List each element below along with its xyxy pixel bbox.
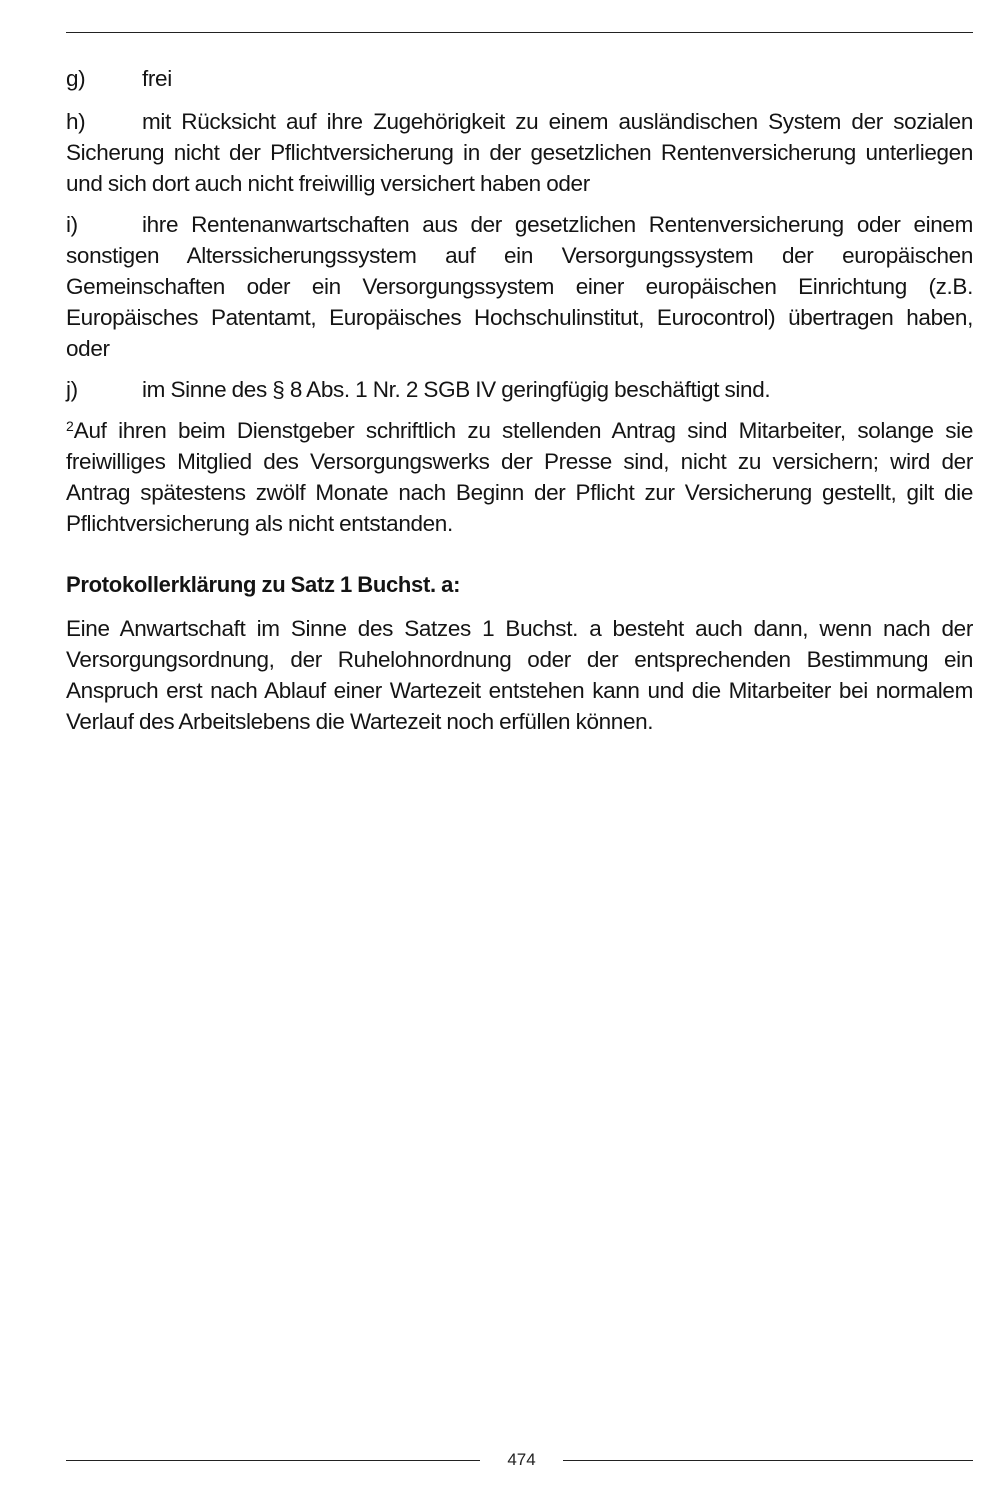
protocol-text: Eine Anwartschaft im Sinne des Satzes 1 Buchst. a besteht auch dann, wenn nach der Versorgungsordnung, der Ruhelohnordnung oder der entsprechenden Bestimmung ein Anspruch erst nach Ablauf einer Wartezeit entstehen kann und die Mitarbeiter bei normalem Verlauf des Arbeitslebens die Wartezeit noch erfüllen können. (66, 616, 973, 734)
item-text: ihre Rentenanwartschaften aus der gesetzlichen Rentenversicherung oder einem sonstigen Alterssicherungssystem auf ein Versorgungssystem der europäischen Gemeinschaften oder ein Versorgungssystem einer europäischen Einrichtung (z.B. Europäisches Patentamt, Europäisches Hochschulinstitut, Eurocontrol) übertragen haben, oder (66, 212, 973, 361)
footer-rule-right (563, 1460, 973, 1461)
sentence-text: Auf ihren beim Dienstgeber schriftlich zu stellenden Antrag sind Mitarbeiter, solange sie freiwilliges Mitglied des Versorgungswerks der Presse sind, nicht zu versichern; wird der Antrag spätestens zwölf Monate nach Beginn der Pflicht zur Versicherung gestellt, gilt die Pflichtversicherung als nicht entstanden. (66, 418, 973, 536)
item-label: g) (66, 66, 86, 91)
page-footer (66, 1447, 973, 1473)
page-number: 474 (507, 1450, 536, 1469)
top-rule (66, 32, 973, 33)
item-text: im Sinne des § 8 Abs. 1 Nr. 2 SGB IV geringfügig beschäftigt sind. (142, 377, 771, 402)
item-text: frei (142, 66, 172, 91)
list-item-j (66, 374, 973, 405)
sentence-2-paragraph (66, 415, 973, 539)
item-label: h) (66, 109, 86, 134)
footer-rule-left (66, 1460, 480, 1461)
sentence-marker: 2 (66, 418, 74, 434)
item-label: j) (66, 377, 78, 402)
list-item-g (66, 63, 973, 94)
protocol-heading: Protokollerklärung zu Satz 1 Buchst. a: (66, 572, 461, 597)
item-text: mit Rücksicht auf ihre Zugehörigkeit zu einem ausländischen System der sozialen Sicherung nicht der Pflichtversicherung in der gesetzlichen Rentenversicherung unterliegen und sich dort auch nicht freiwillig versichert haben oder (66, 109, 973, 196)
list-item-i (66, 209, 973, 364)
item-label: i) (66, 212, 78, 237)
list-item-h (66, 106, 973, 199)
document-body (66, 63, 973, 747)
